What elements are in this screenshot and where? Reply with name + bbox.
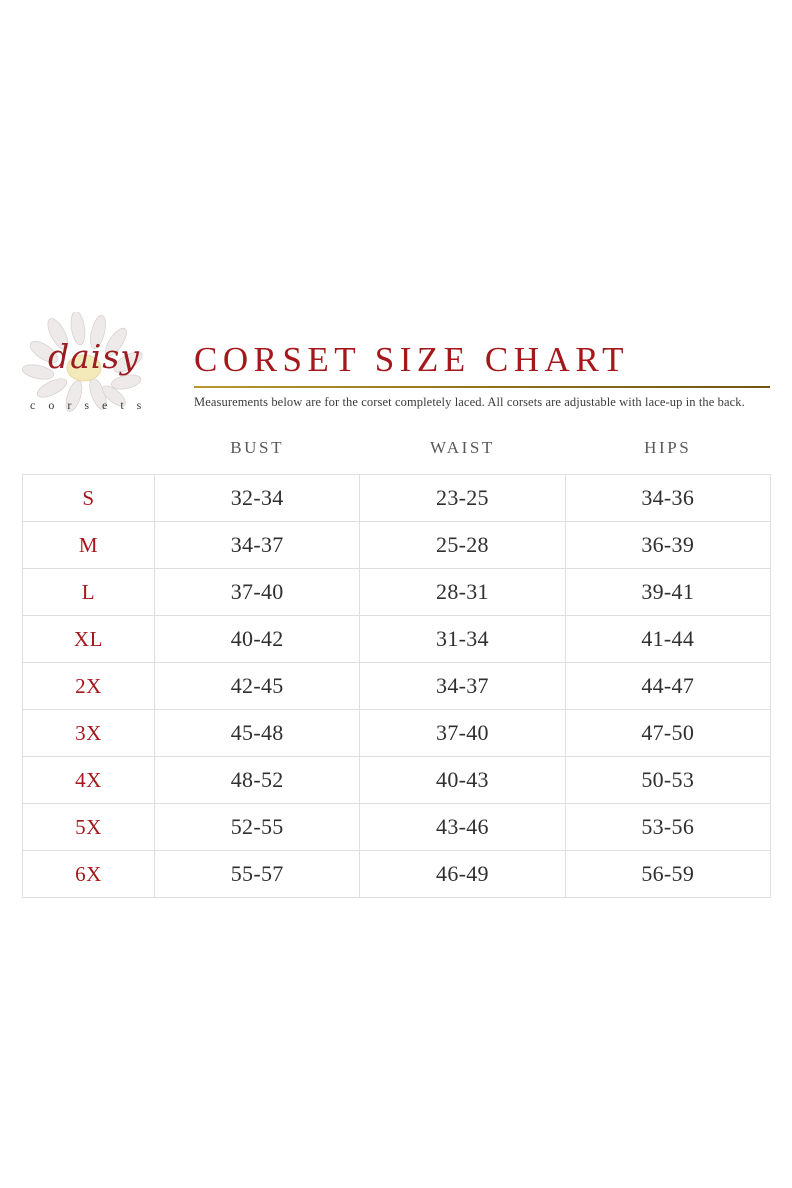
table-row [23, 757, 771, 804]
cell-waist: 40-43 [360, 757, 565, 804]
column-header-waist: WAIST [429, 438, 495, 457]
column-header-size [23, 438, 155, 475]
page-title: CORSET SIZE CHART [194, 340, 629, 380]
column-header-hips: HIPS [644, 438, 692, 457]
brand-logo [22, 312, 172, 412]
cell-size: 2X [23, 663, 155, 710]
cell-hips: 47-50 [565, 710, 770, 757]
chart-header [22, 312, 770, 412]
cell-hips: 34-36 [565, 475, 770, 522]
cell-hips: 44-47 [565, 663, 770, 710]
cell-hips: 50-53 [565, 757, 770, 804]
cell-bust: 52-55 [155, 804, 360, 851]
cell-waist: 37-40 [360, 710, 565, 757]
table-row [23, 663, 771, 710]
cell-waist: 46-49 [360, 851, 565, 898]
cell-waist: 31-34 [360, 616, 565, 663]
cell-bust: 40-42 [155, 616, 360, 663]
brand-subtext: c o r s e t s [30, 398, 147, 412]
size-chart-table [22, 438, 771, 898]
cell-bust: 34-37 [155, 522, 360, 569]
page-subtitle: Measurements below are for the corset completely laced. All corsets are adjustable with lace-up in the back. [194, 395, 745, 409]
table-head [23, 438, 771, 475]
table-row [23, 804, 771, 851]
cell-waist: 34-37 [360, 663, 565, 710]
cell-size: 4X [23, 757, 155, 804]
table-header-row [23, 438, 771, 475]
table-body [23, 475, 771, 898]
gold-divider [194, 386, 770, 388]
cell-hips: 56-59 [565, 851, 770, 898]
table-row [23, 851, 771, 898]
size-table-container [22, 438, 770, 898]
header-row [22, 312, 770, 412]
title-block [172, 342, 770, 412]
cell-size: L [23, 569, 155, 616]
table-row [23, 616, 771, 663]
cell-bust: 42-45 [155, 663, 360, 710]
column-header-bust: BUST [230, 438, 285, 457]
cell-bust: 48-52 [155, 757, 360, 804]
cell-size: 3X [23, 710, 155, 757]
cell-size: S [23, 475, 155, 522]
brand-wordmark: daisy [48, 337, 140, 376]
cell-size: M [23, 522, 155, 569]
table-row [23, 522, 771, 569]
cell-bust: 32-34 [155, 475, 360, 522]
table-row [23, 475, 771, 522]
cell-size: XL [23, 616, 155, 663]
cell-hips: 41-44 [565, 616, 770, 663]
cell-hips: 36-39 [565, 522, 770, 569]
cell-size: 6X [23, 851, 155, 898]
cell-bust: 55-57 [155, 851, 360, 898]
cell-waist: 43-46 [360, 804, 565, 851]
cell-waist: 28-31 [360, 569, 565, 616]
cell-hips: 39-41 [565, 569, 770, 616]
cell-hips: 53-56 [565, 804, 770, 851]
cell-waist: 25-28 [360, 522, 565, 569]
table-row [23, 569, 771, 616]
cell-bust: 37-40 [155, 569, 360, 616]
cell-bust: 45-48 [155, 710, 360, 757]
cell-waist: 23-25 [360, 475, 565, 522]
cell-size: 5X [23, 804, 155, 851]
table-row [23, 710, 771, 757]
